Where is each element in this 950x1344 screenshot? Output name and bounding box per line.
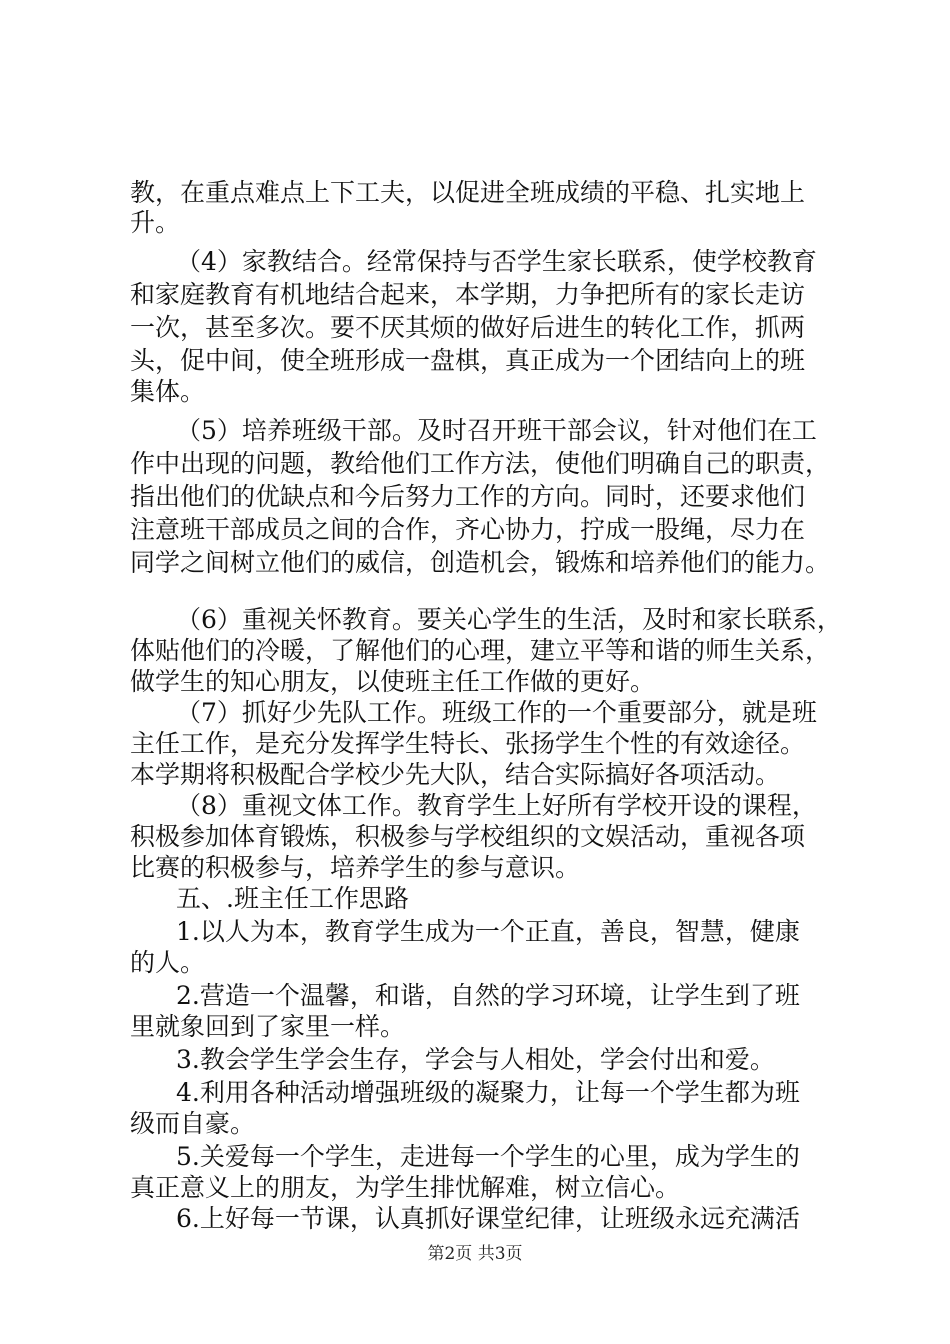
text-line: 6.上好每一节课，认真抓好课堂纪律，让班级永远充满活	[176, 1204, 800, 1233]
text-line: （7）抓好少先队工作。班级工作的一个重要部分，就是班	[176, 698, 817, 727]
text-line: （4）家教结合。经常保持与否学生家长联系，使学校教育	[176, 247, 817, 276]
text-line: 积极参加体育锻炼，积极参与学校组织的文娱活动，重视各项	[130, 822, 806, 851]
text-line: （6）重视关怀教育。要关心学生的生活，及时和家长联系，	[176, 605, 842, 634]
text-line: 级而自豪。	[130, 1109, 256, 1138]
text-line: 的人。	[130, 948, 206, 977]
text-line: （5）培养班级干部。及时召开班干部会议，针对他们在工	[176, 416, 817, 445]
text-line: 里就象回到了家里一样。	[130, 1012, 406, 1041]
text-line: 1.以人为本，教育学生成为一个正直，善良，智慧，健康	[176, 917, 800, 946]
text-line: 作中出现的问题，教给他们工作方法，使他们明确自己的职责，	[130, 449, 831, 478]
text-line: 和家庭教育有机地结合起来，本学期，力争把所有的家长走访	[130, 280, 806, 309]
text-line: 指出他们的优缺点和今后努力工作的方向。同时，还要求他们	[130, 482, 806, 511]
text-line: 4.利用各种活动增强班级的凝聚力，让每一个学生都为班	[176, 1078, 800, 1107]
text-line: 主任工作，是充分发挥学生特长、张扬学生个性的有效途径。	[130, 729, 806, 758]
text-line: 2.营造一个温馨，和谐，自然的学习环境，让学生到了班	[176, 981, 800, 1010]
text-line: 集体。	[130, 377, 206, 406]
text-line: 头，促中间，使全班形成一盘棋，真正成为一个团结向上的班	[130, 346, 806, 375]
text-line: 5.关爱每一个学生，走进每一个学生的心里，成为学生的	[176, 1142, 800, 1171]
text-line: 比赛的积极参与，培养学生的参与意识。	[130, 853, 581, 882]
text-line: 做学生的知心朋友，以使班主任工作做的更好。	[130, 667, 656, 696]
text-line: 同学之间树立他们的威信，创造机会，锻炼和培养他们的能力。	[130, 548, 831, 577]
text-line: 本学期将积极配合学校少先大队，结合实际搞好各项活动。	[130, 760, 781, 789]
text-line: 体贴他们的冷暖，了解他们的心理，建立平等和谐的师生关系，	[130, 636, 831, 665]
text-line: 教，在重点难点上下工夫，以促进全班成绩的平稳、扎实地上	[130, 178, 806, 207]
text-line: 升。	[130, 208, 181, 237]
text-line: 一次，甚至多次。要不厌其烦的做好后进生的转化工作，抓两	[130, 313, 806, 342]
section-heading: 五、.班主任工作思路	[176, 884, 409, 913]
text-line: 注意班干部成员之间的合作，齐心协力，拧成一股绳，尽力在	[130, 515, 806, 544]
text-line: 真正意义上的朋友，为学生排忧解难，树立信心。	[130, 1173, 681, 1202]
text-line: 3.教会学生学会生存，学会与人相处，学会付出和爱。	[176, 1045, 775, 1074]
page-number-footer: 第2页 共3页	[427, 1244, 523, 1264]
text-line: （8）重视文体工作。教育学生上好所有学校开设的课程，	[176, 791, 817, 820]
